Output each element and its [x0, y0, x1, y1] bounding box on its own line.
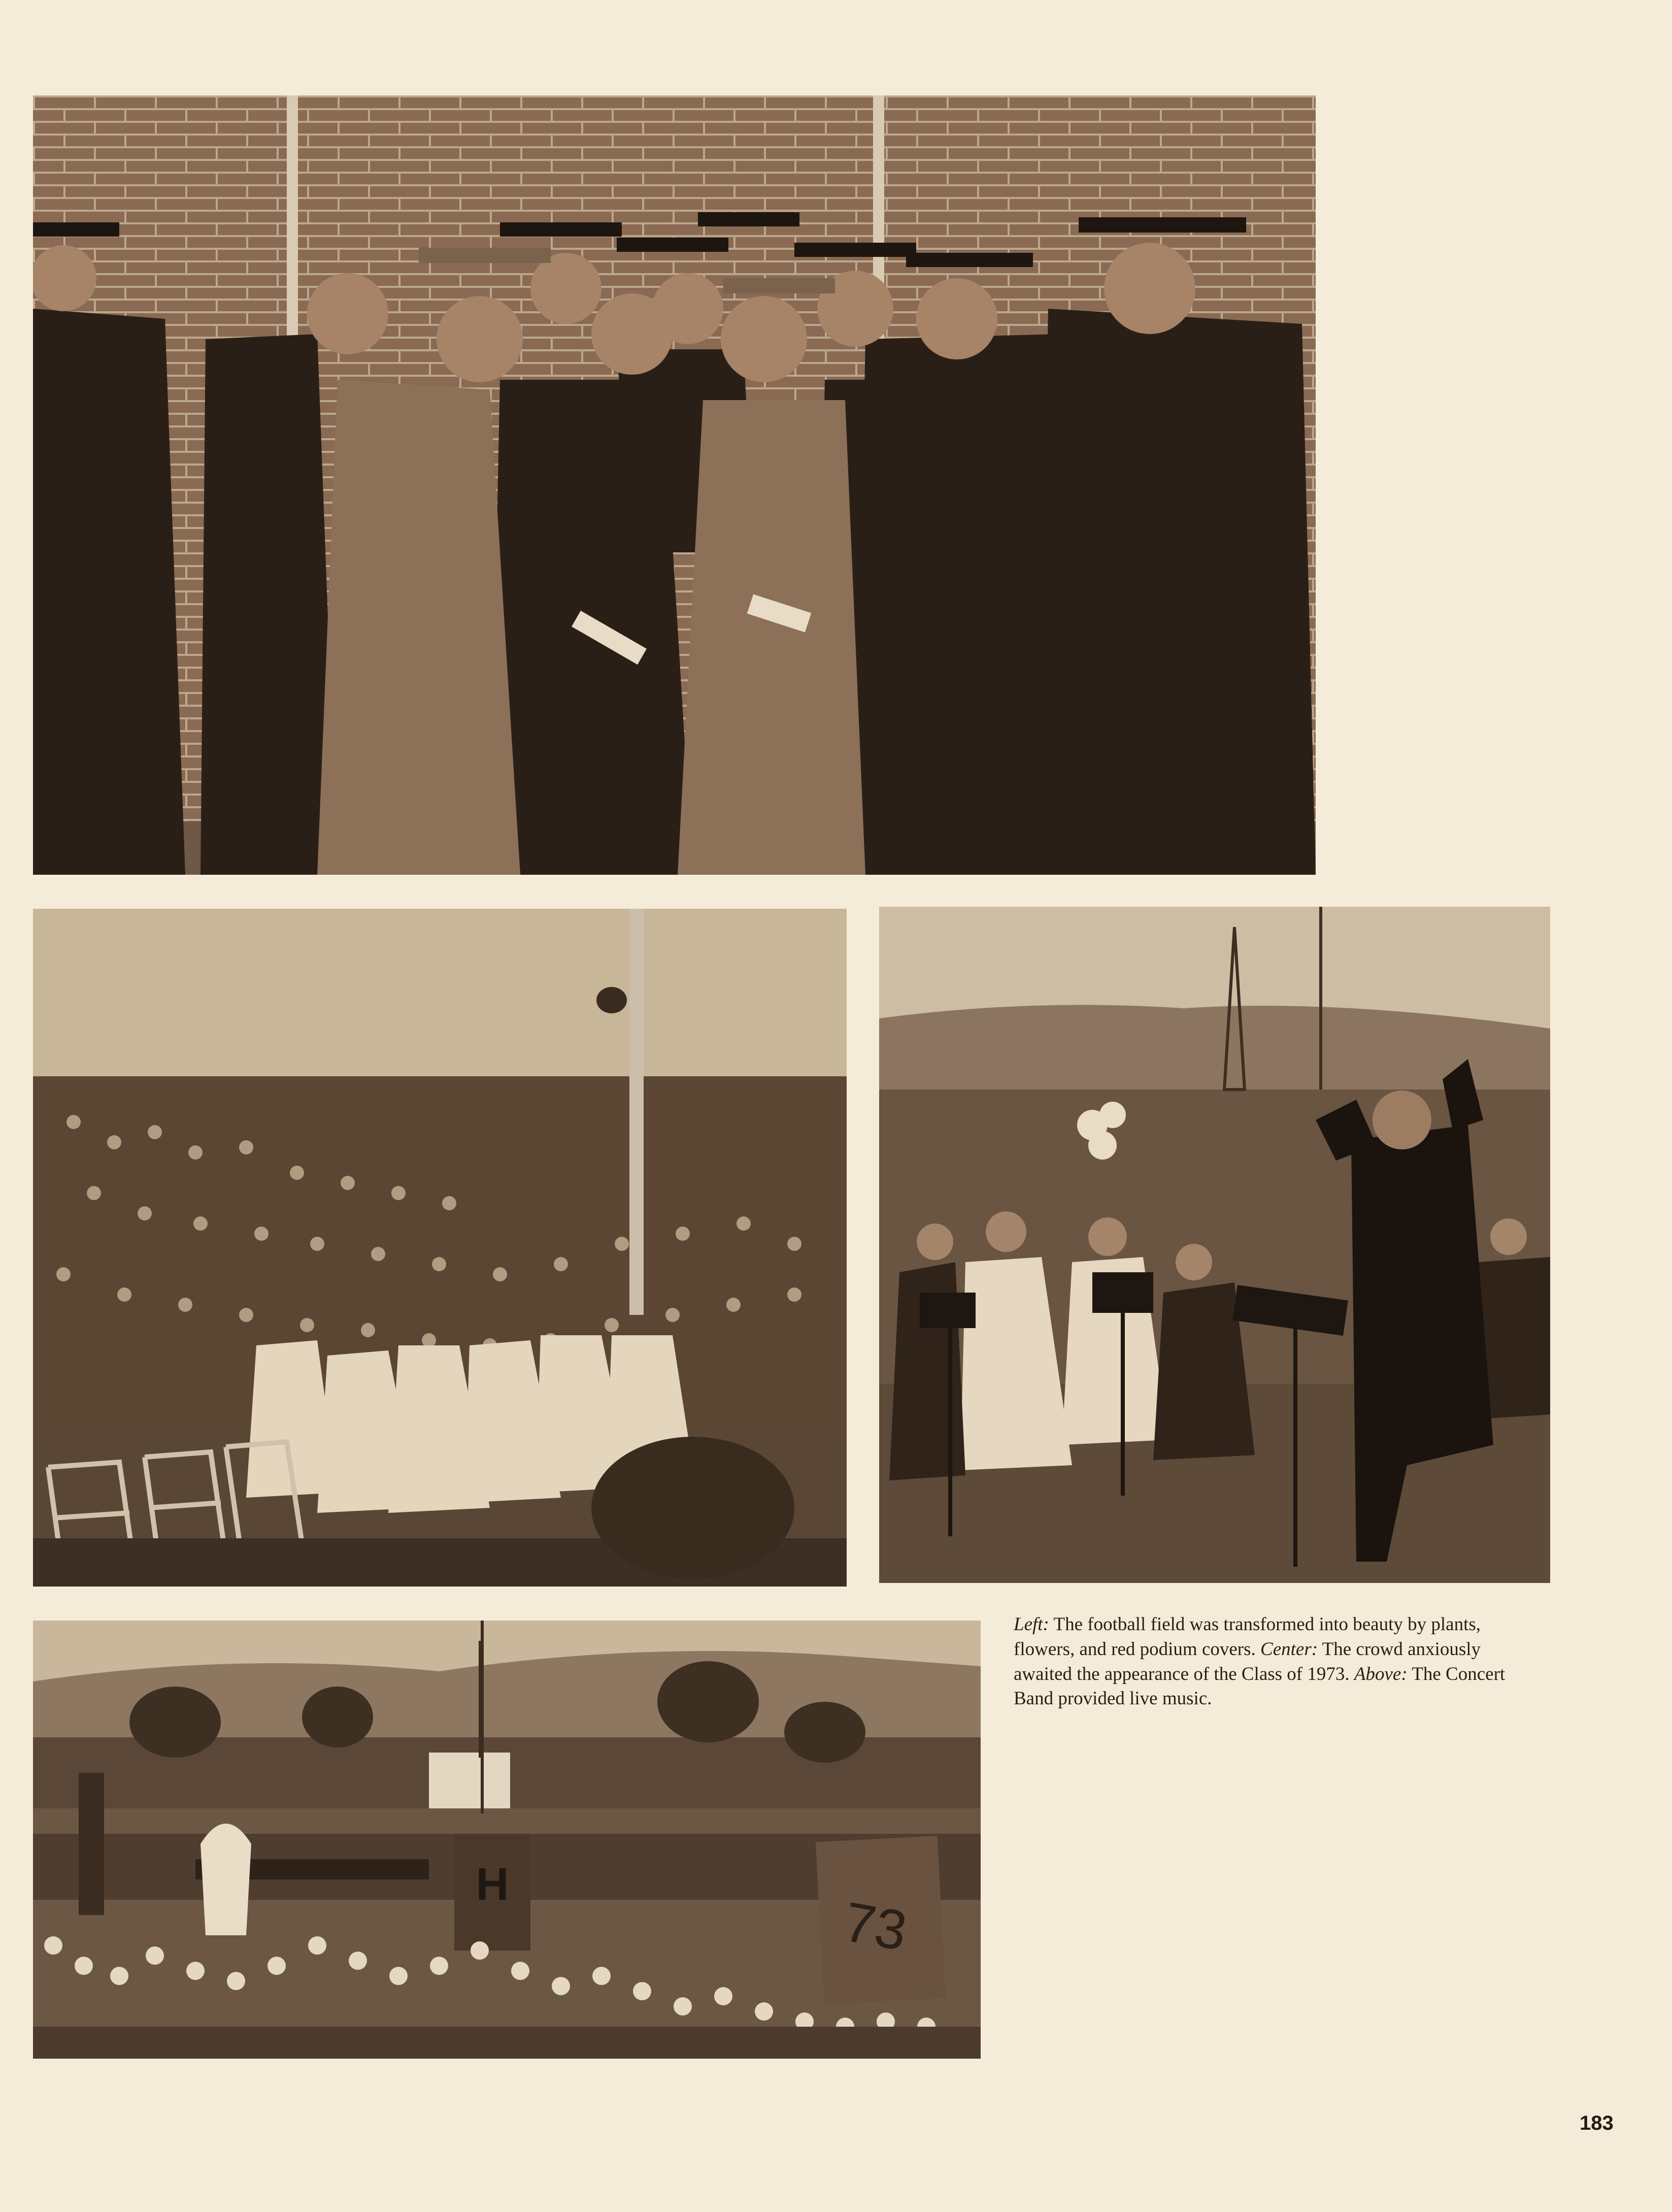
caption-above-label: Above:: [1354, 1663, 1408, 1685]
photo-graduates: [33, 95, 1316, 875]
field-illustration: [33, 1621, 981, 2059]
caption-above-text: The Concert Band provided live music.: [1014, 1663, 1506, 1709]
graduates-illustration: [33, 95, 1316, 875]
caption-center-label: Center:: [1260, 1638, 1318, 1660]
caption-left-label: Left:: [1014, 1614, 1049, 1635]
podium-73-number: 73: [839, 1890, 912, 1963]
photo-caption: [1014, 1612, 1521, 1711]
caption-left-text: The football field was transformed into beauty by plants, flowers, and red podium covers.: [1014, 1614, 1481, 1660]
page-number: 183: [1580, 2112, 1614, 2134]
crowd-illustration: [33, 909, 847, 1587]
photo-band: [879, 907, 1550, 1583]
photo-field: [33, 1621, 981, 2059]
caption-center-text: The crowd anxiously awaited the appearance of the Class of 1973.: [1014, 1638, 1481, 1685]
photo-crowd: [33, 909, 847, 1587]
podium-h-letter: H: [476, 1859, 509, 1910]
band-illustration: [879, 907, 1550, 1583]
